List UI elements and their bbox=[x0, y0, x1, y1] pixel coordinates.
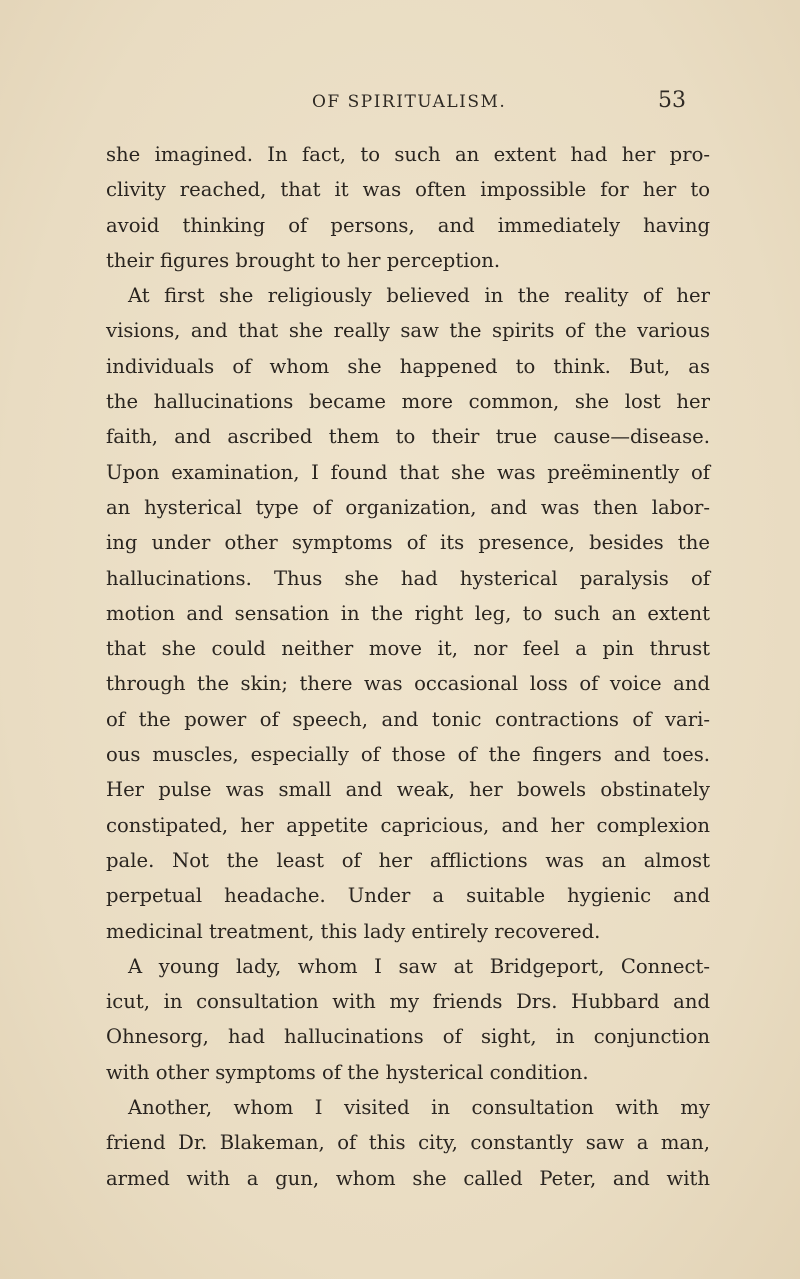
paragraph-start-line: At first she religiously believed in the reality of her bbox=[128, 284, 710, 308]
text-line: visions, and that she really saw the spirits of the various bbox=[106, 319, 710, 343]
text-line: motion and sensation in the right leg, to such an extent bbox=[106, 601, 710, 625]
text-line: the hallucinations became more common, she lost her bbox=[106, 390, 710, 414]
text-line: clivity reached, that it was often impossible for her to bbox=[106, 178, 710, 202]
page-number: 53 bbox=[658, 88, 686, 113]
text-line: hallucinations. Thus she had hysterical paralysis of bbox=[106, 566, 710, 590]
text-line: avoid thinking of persons, and immediately having bbox=[106, 213, 710, 237]
text-line: she imagined. In fact, to such an extent had her pro- bbox=[106, 143, 710, 166]
text-line: perpetual headache. Under a suitable hygienic and bbox=[106, 884, 710, 908]
text-line: friend Dr. Blakeman, of this city, constantly saw a man, bbox=[106, 1131, 710, 1155]
text-line: pale. Not the least of her afflictions was an almost bbox=[106, 848, 710, 872]
text-line: their figures brought to her perception. bbox=[106, 248, 501, 272]
paragraph-start-line: A young lady, whom I saw at Bridgeport, Connect- bbox=[128, 954, 710, 978]
text-line: faith, and ascribed them to their true cause—disease. bbox=[106, 425, 710, 449]
text-line: icut, in consultation with my friends Drs. Hubbard and bbox=[106, 990, 710, 1014]
text-line: individuals of whom she happened to think. But, as bbox=[106, 354, 710, 378]
text-line: through the skin; there was occasional loss of voice and bbox=[106, 672, 710, 696]
paragraph-start-line: Another, whom I visited in consultation with my bbox=[128, 1096, 710, 1120]
text-line: ing under other symptoms of its presence, besides the bbox=[106, 531, 710, 555]
text-line: ous muscles, especially of those of the fingers and toes. bbox=[106, 743, 710, 767]
body-text bbox=[106, 137, 710, 1196]
text-line: an hysterical type of organization, and was then labor- bbox=[106, 495, 710, 519]
text-line: Ohnesorg, had hallucinations of sight, in conjunction bbox=[106, 1025, 710, 1049]
text-line: Upon examination, I found that she was preëminently of bbox=[106, 460, 710, 484]
text-line: Her pulse was small and weak, her bowels obstinately bbox=[106, 778, 710, 802]
text-line: medicinal treatment, this lady entirely recovered. bbox=[106, 919, 601, 943]
text-line: constipated, her appetite capricious, and her complexion bbox=[106, 813, 710, 837]
text-line: of the power of speech, and tonic contractions of vari- bbox=[106, 707, 710, 731]
running-head: OF SPIRITUALISM. bbox=[312, 92, 507, 112]
text-line: armed with a gun, whom she called Peter, and with bbox=[106, 1166, 710, 1190]
text-line: that she could neither move it, nor feel a pin thrust bbox=[106, 637, 710, 661]
text-line: with other symptoms of the hysterical condition. bbox=[106, 1060, 589, 1084]
